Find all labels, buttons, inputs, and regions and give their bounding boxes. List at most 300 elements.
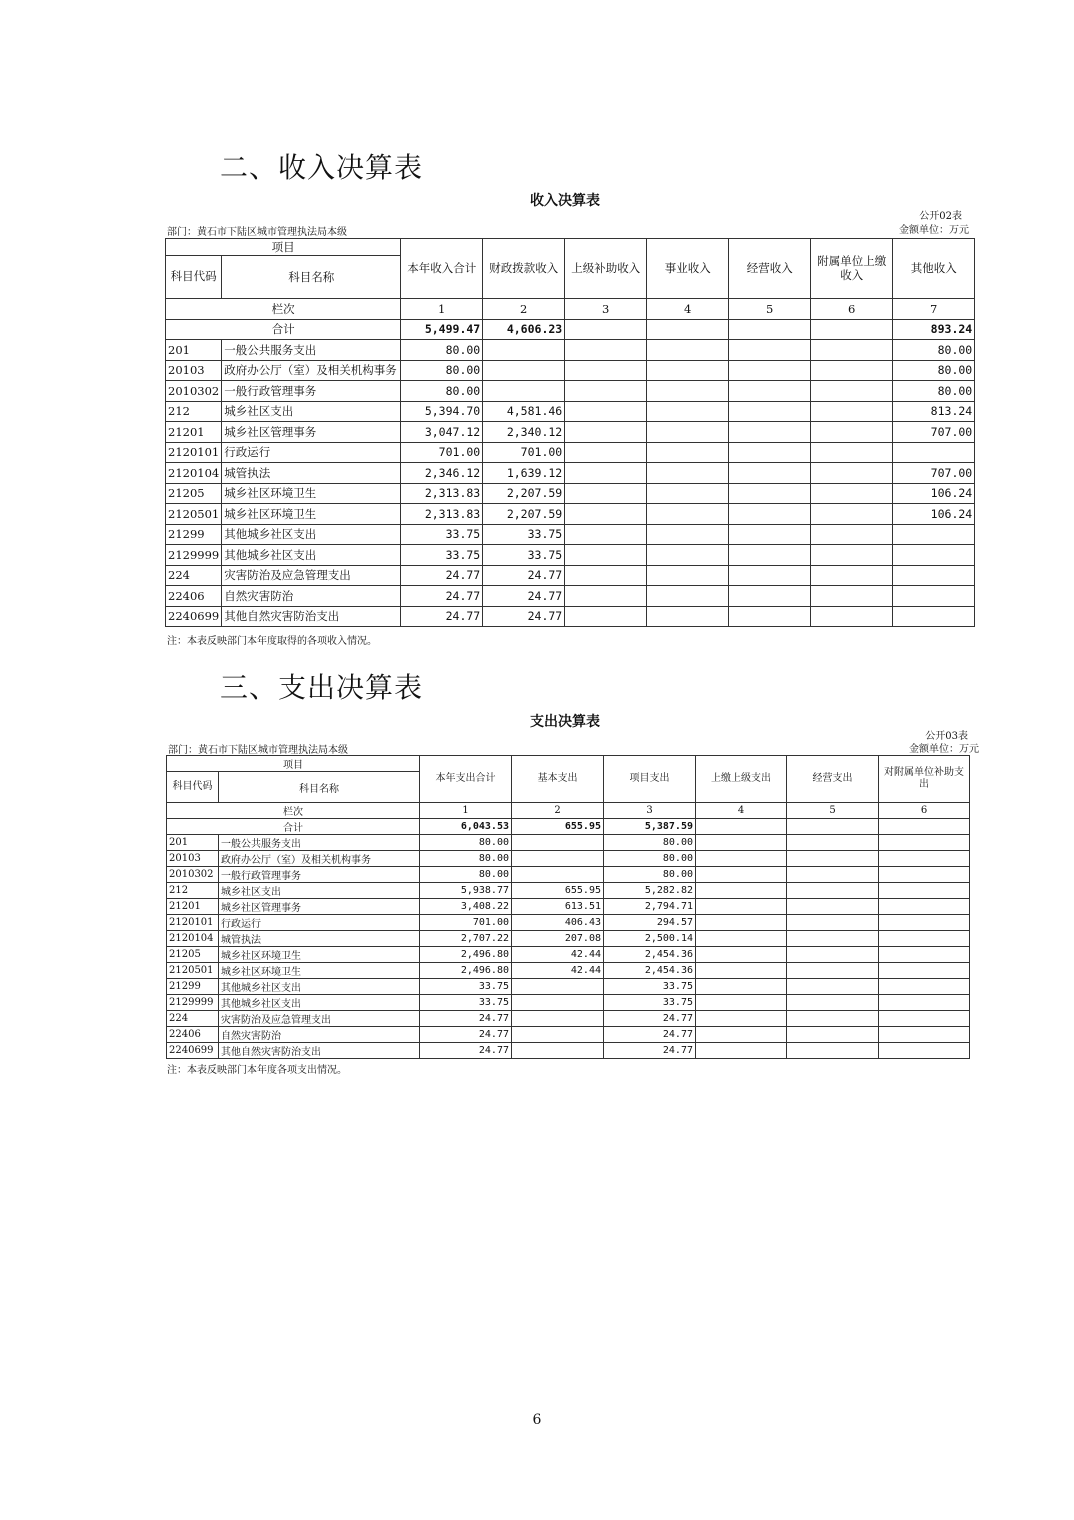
column-number: 6 [879, 803, 970, 819]
row-value [483, 360, 565, 381]
row-value [647, 422, 729, 443]
header-col-1: 本年收入合计 [401, 239, 483, 299]
row-value: 2,454.36 [604, 947, 696, 963]
header-col-3: 上级补助收入 [565, 239, 647, 299]
row-value [893, 545, 975, 566]
row-value: 24.77 [604, 1043, 696, 1059]
header-code: 科目代码 [166, 256, 222, 299]
row-value [512, 835, 604, 851]
row-code: 21299 [166, 524, 222, 545]
row-value [647, 381, 729, 402]
row-value [811, 565, 893, 586]
row-value: 2,207.59 [483, 483, 565, 504]
column-number: 4 [696, 803, 787, 819]
row-value [879, 1043, 970, 1059]
row-value [893, 565, 975, 586]
column-number-row [167, 803, 970, 819]
row-value: 2,707.22 [420, 931, 512, 947]
row-value [811, 401, 893, 422]
row-value: 80.00 [893, 360, 975, 381]
header-col-6: 附属单位上缴收入 [811, 239, 893, 299]
row-code: 212 [167, 883, 219, 899]
row-value [787, 899, 879, 915]
row-value [696, 851, 787, 867]
row-value [787, 883, 879, 899]
row-value [696, 899, 787, 915]
row-code: 2120104 [166, 463, 222, 484]
total-value: 655.95 [512, 819, 604, 835]
header-col-5: 经营收入 [729, 239, 811, 299]
row-name: 一般公共服务支出 [222, 340, 401, 361]
row-value [879, 851, 970, 867]
total-value [729, 319, 811, 340]
row-value: 2,496.80 [420, 947, 512, 963]
row-value: 2,346.12 [401, 463, 483, 484]
column-number: 2 [512, 803, 604, 819]
row-value: 701.00 [420, 915, 512, 931]
row-code: 21201 [167, 899, 219, 915]
table-row [167, 883, 970, 899]
total-value [565, 319, 647, 340]
column-number: 5 [787, 803, 879, 819]
total-value: 6,043.53 [420, 819, 512, 835]
row-value [647, 606, 729, 627]
row-value [512, 851, 604, 867]
row-value: 2,794.71 [604, 899, 696, 915]
row-value [729, 504, 811, 525]
table-row [166, 381, 975, 402]
row-name: 城乡社区环境卫生 [222, 483, 401, 504]
row-code: 22406 [166, 586, 222, 607]
row-value [879, 883, 970, 899]
header-row [166, 239, 975, 256]
row-value: 24.77 [483, 565, 565, 586]
row-value [565, 442, 647, 463]
row-name: 城乡社区支出 [222, 401, 401, 422]
expenditure-dept: 部门：黄石市下陆区城市管理执法局本级 [168, 745, 348, 756]
row-value [647, 565, 729, 586]
row-value [879, 835, 970, 851]
row-value [647, 340, 729, 361]
row-code: 22406 [167, 1027, 219, 1043]
total-value: 5,499.47 [401, 319, 483, 340]
total-value: 5,387.59 [604, 819, 696, 835]
total-value [879, 819, 970, 835]
table-row [166, 606, 975, 627]
row-code: 2240699 [167, 1043, 219, 1059]
row-value [787, 835, 879, 851]
row-name: 灾害防治及应急管理支出 [222, 565, 401, 586]
row-value: 24.77 [420, 1027, 512, 1043]
table-row [167, 995, 970, 1011]
row-code: 2120101 [167, 915, 219, 931]
row-value [483, 340, 565, 361]
row-value [512, 1043, 604, 1059]
row-value: 2,313.83 [401, 504, 483, 525]
lanci-label: 栏次 [167, 803, 420, 819]
table-row [166, 483, 975, 504]
row-value: 106.24 [893, 483, 975, 504]
row-name: 一般行政管理事务 [219, 867, 420, 883]
row-value: 33.75 [401, 524, 483, 545]
row-value: 80.00 [604, 867, 696, 883]
row-value: 2,500.14 [604, 931, 696, 947]
row-value [811, 483, 893, 504]
row-value [565, 483, 647, 504]
row-value [729, 483, 811, 504]
row-value [696, 867, 787, 883]
row-name: 政府办公厅（室）及相关机构事务 [219, 851, 420, 867]
row-value: 2,313.83 [401, 483, 483, 504]
row-code: 21299 [167, 979, 219, 995]
row-value: 2,207.59 [483, 504, 565, 525]
row-code: 224 [167, 1011, 219, 1027]
row-value: 80.00 [401, 381, 483, 402]
income-unit: 金额单位：万元 [899, 225, 969, 236]
row-value [729, 524, 811, 545]
header-col-7: 其他收入 [893, 239, 975, 299]
row-value [879, 1027, 970, 1043]
row-name: 其他城乡社区支出 [219, 979, 420, 995]
row-value: 655.95 [512, 883, 604, 899]
row-value: 5,282.82 [604, 883, 696, 899]
expenditure-note: 注：本表反映部门本年度各项支出情况。 [167, 1065, 347, 1076]
total-value: 893.24 [893, 319, 975, 340]
row-name: 行政运行 [219, 915, 420, 931]
row-value [565, 463, 647, 484]
row-name: 自然灾害防治 [222, 586, 401, 607]
row-value [787, 915, 879, 931]
row-code: 2129999 [166, 545, 222, 566]
row-value [647, 442, 729, 463]
row-name: 其他城乡社区支出 [222, 545, 401, 566]
column-number: 3 [565, 299, 647, 320]
column-number: 6 [811, 299, 893, 320]
row-value [729, 381, 811, 402]
row-value [696, 947, 787, 963]
row-value [696, 979, 787, 995]
row-name: 城乡社区管理事务 [222, 422, 401, 443]
row-value: 33.75 [604, 995, 696, 1011]
row-value: 5,938.77 [420, 883, 512, 899]
total-row [167, 819, 970, 835]
row-code: 20103 [167, 851, 219, 867]
row-value [811, 524, 893, 545]
total-value [696, 819, 787, 835]
row-value [787, 867, 879, 883]
row-name: 城乡社区支出 [219, 883, 420, 899]
row-name: 城管执法 [219, 931, 420, 947]
row-value [647, 360, 729, 381]
row-code: 2120501 [167, 963, 219, 979]
header-name: 科目名称 [222, 256, 401, 299]
row-code: 21201 [166, 422, 222, 443]
column-number: 5 [729, 299, 811, 320]
row-value [729, 340, 811, 361]
row-value: 80.00 [893, 340, 975, 361]
row-value [893, 586, 975, 607]
table-row [167, 1043, 970, 1059]
row-value: 5,394.70 [401, 401, 483, 422]
row-value: 33.75 [420, 995, 512, 1011]
header-project: 项目 [166, 239, 401, 256]
row-value [647, 524, 729, 545]
table-row [166, 463, 975, 484]
row-value [729, 360, 811, 381]
row-value: 24.77 [401, 586, 483, 607]
row-value [879, 947, 970, 963]
row-name: 一般公共服务支出 [219, 835, 420, 851]
table-row [167, 867, 970, 883]
row-value: 33.75 [483, 545, 565, 566]
table-row [166, 524, 975, 545]
table-row [166, 401, 975, 422]
row-value [647, 463, 729, 484]
row-value [696, 931, 787, 947]
row-value [879, 867, 970, 883]
row-value [893, 606, 975, 627]
row-value: 33.75 [483, 524, 565, 545]
row-value [647, 483, 729, 504]
row-value: 42.44 [512, 947, 604, 963]
table-row [166, 442, 975, 463]
row-value [696, 835, 787, 851]
row-value [811, 360, 893, 381]
row-value [729, 565, 811, 586]
row-value [565, 360, 647, 381]
table-row [166, 545, 975, 566]
row-code: 20103 [166, 360, 222, 381]
table-row [167, 931, 970, 947]
table-row [166, 340, 975, 361]
row-value [879, 931, 970, 947]
income-section-heading: 二、收入决算表 [220, 151, 424, 184]
row-value [787, 963, 879, 979]
row-value [879, 899, 970, 915]
row-value [787, 979, 879, 995]
row-value [729, 442, 811, 463]
income-form-no: 公开02表 [919, 211, 962, 222]
header-col-1: 本年支出合计 [420, 756, 512, 803]
row-value: 24.77 [483, 586, 565, 607]
row-value: 707.00 [893, 463, 975, 484]
expenditure-unit: 金额单位：万元 [909, 744, 979, 755]
income-dept: 部门：黄石市下陆区城市管理执法局本级 [167, 227, 347, 238]
column-number: 7 [893, 299, 975, 320]
row-code: 212 [166, 401, 222, 422]
row-value [811, 586, 893, 607]
row-value: 80.00 [401, 360, 483, 381]
row-value: 1,639.12 [483, 463, 565, 484]
table-row [167, 947, 970, 963]
row-code: 2129999 [167, 995, 219, 1011]
column-number: 4 [647, 299, 729, 320]
row-value: 207.08 [512, 931, 604, 947]
row-value: 813.24 [893, 401, 975, 422]
header-row [167, 756, 970, 772]
row-value [512, 995, 604, 1011]
row-value: 24.77 [401, 606, 483, 627]
row-value [879, 963, 970, 979]
table-row [167, 851, 970, 867]
row-value: 80.00 [604, 851, 696, 867]
row-value: 701.00 [401, 442, 483, 463]
row-value [565, 401, 647, 422]
row-code: 2120101 [166, 442, 222, 463]
row-value [729, 422, 811, 443]
total-value: 4,606.23 [483, 319, 565, 340]
row-value: 4,581.46 [483, 401, 565, 422]
total-label: 合计 [166, 319, 401, 340]
row-name: 政府办公厅（室）及相关机构事务 [222, 360, 401, 381]
row-value: 707.00 [893, 422, 975, 443]
row-value [787, 1043, 879, 1059]
row-value [696, 963, 787, 979]
expenditure-table-title: 支出决算表 [530, 714, 600, 730]
row-value [729, 545, 811, 566]
row-value [879, 979, 970, 995]
column-number: 1 [401, 299, 483, 320]
column-number: 3 [604, 803, 696, 819]
header-col-5: 经营支出 [787, 756, 879, 803]
row-value [565, 340, 647, 361]
row-value: 33.75 [604, 979, 696, 995]
header-code: 科目代码 [167, 772, 219, 803]
row-value [512, 867, 604, 883]
row-value [696, 995, 787, 1011]
row-name: 其他城乡社区支出 [219, 995, 420, 1011]
row-code: 2010302 [167, 867, 219, 883]
row-value: 80.00 [420, 835, 512, 851]
row-value: 613.51 [512, 899, 604, 915]
row-name: 其他自然灾害防治支出 [219, 1043, 420, 1059]
row-value: 24.77 [420, 1011, 512, 1027]
row-value: 80.00 [401, 340, 483, 361]
row-value: 24.77 [483, 606, 565, 627]
header-col-4: 上缴上级支出 [696, 756, 787, 803]
row-code: 2010302 [166, 381, 222, 402]
row-value: 2,454.36 [604, 963, 696, 979]
table-row [167, 899, 970, 915]
row-value [893, 442, 975, 463]
row-value [729, 606, 811, 627]
row-value [811, 606, 893, 627]
row-value [879, 1011, 970, 1027]
header-col-6: 对附属单位补助支出 [879, 756, 970, 803]
expenditure-table [166, 755, 970, 1059]
row-value [811, 422, 893, 443]
header-project: 项目 [167, 756, 420, 772]
row-value [879, 995, 970, 1011]
row-name: 城管执法 [222, 463, 401, 484]
header-col-2: 基本支出 [512, 756, 604, 803]
row-value: 42.44 [512, 963, 604, 979]
total-value [811, 319, 893, 340]
row-value: 294.57 [604, 915, 696, 931]
row-code: 224 [166, 565, 222, 586]
column-number: 2 [483, 299, 565, 320]
row-name: 灾害防治及应急管理支出 [219, 1011, 420, 1027]
row-value: 24.77 [401, 565, 483, 586]
row-value [565, 545, 647, 566]
row-value [647, 545, 729, 566]
row-name: 自然灾害防治 [219, 1027, 420, 1043]
row-value [696, 1043, 787, 1059]
row-value: 24.77 [604, 1027, 696, 1043]
table-row [166, 504, 975, 525]
total-label: 合计 [167, 819, 420, 835]
row-value [483, 381, 565, 402]
income-table-title: 收入决算表 [530, 193, 600, 209]
table-row [167, 1027, 970, 1043]
row-name: 其他自然灾害防治支出 [222, 606, 401, 627]
row-value [565, 381, 647, 402]
income-table [165, 238, 975, 627]
table-row [166, 360, 975, 381]
row-value [729, 401, 811, 422]
table-row [167, 963, 970, 979]
row-value [729, 586, 811, 607]
header-col-2: 财政拨款收入 [483, 239, 565, 299]
row-name: 城乡社区管理事务 [219, 899, 420, 915]
row-value [696, 1027, 787, 1043]
row-name: 其他城乡社区支出 [222, 524, 401, 545]
table-row [166, 422, 975, 443]
row-value: 3,047.12 [401, 422, 483, 443]
table-row [167, 979, 970, 995]
expenditure-form-no: 公开03表 [925, 731, 968, 742]
row-value: 80.00 [604, 835, 696, 851]
row-value: 24.77 [604, 1011, 696, 1027]
total-value [787, 819, 879, 835]
row-value [811, 545, 893, 566]
row-value [811, 381, 893, 402]
row-value [787, 995, 879, 1011]
row-value [696, 915, 787, 931]
header-col-4: 事业收入 [647, 239, 729, 299]
row-value [893, 524, 975, 545]
row-value [565, 586, 647, 607]
row-value [729, 463, 811, 484]
income-note: 注：本表反映部门本年度取得的各项收入情况。 [167, 636, 377, 647]
table-row [167, 835, 970, 851]
total-row [166, 319, 975, 340]
row-value [565, 504, 647, 525]
row-value [787, 947, 879, 963]
row-code: 2120501 [166, 504, 222, 525]
row-value [512, 1011, 604, 1027]
table-row [166, 586, 975, 607]
row-code: 2240699 [166, 606, 222, 627]
row-value: 33.75 [420, 979, 512, 995]
row-value [879, 915, 970, 931]
row-value: 33.75 [401, 545, 483, 566]
row-value: 3,408.22 [420, 899, 512, 915]
row-value [512, 1027, 604, 1043]
row-value: 80.00 [420, 867, 512, 883]
row-value [647, 586, 729, 607]
expenditure-section-heading: 三、支出决算表 [220, 671, 424, 704]
row-name: 一般行政管理事务 [222, 381, 401, 402]
lanci-label: 栏次 [166, 299, 401, 320]
row-value: 106.24 [893, 504, 975, 525]
table-row [166, 565, 975, 586]
column-number-row [166, 299, 975, 320]
row-value [696, 1011, 787, 1027]
column-number: 1 [420, 803, 512, 819]
header-col-3: 项目支出 [604, 756, 696, 803]
row-value [565, 606, 647, 627]
